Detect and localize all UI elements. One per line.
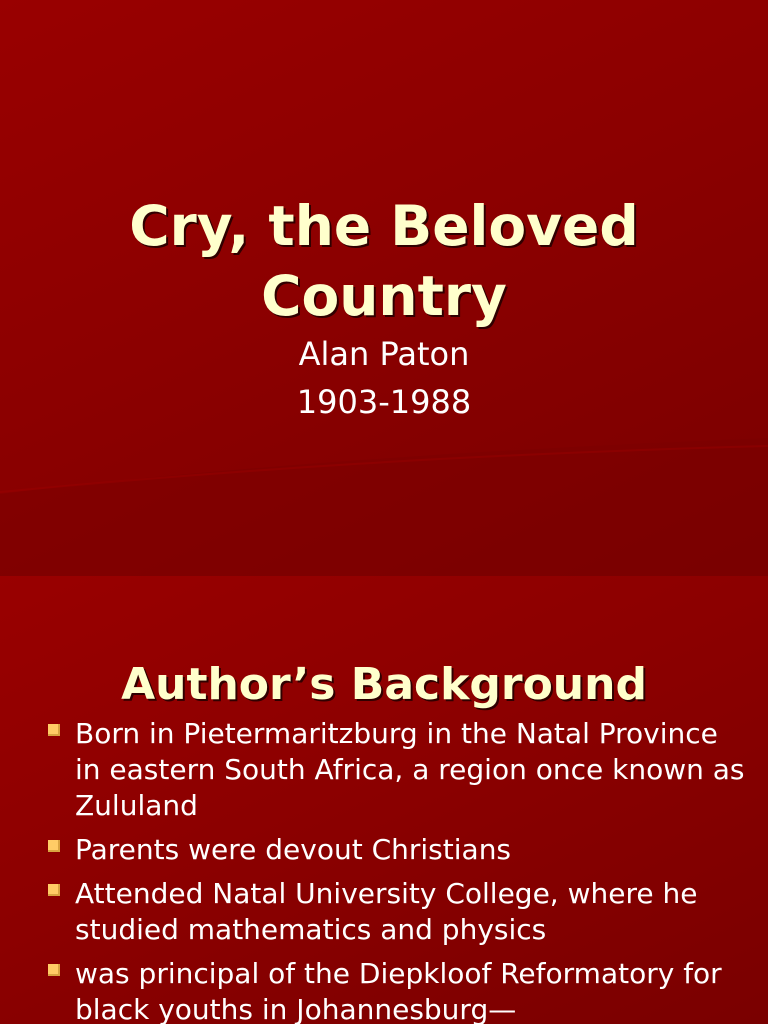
bullet-list xyxy=(46,716,746,1024)
bullet-item xyxy=(46,716,746,824)
square-bullet-icon xyxy=(48,884,60,896)
bullet-item xyxy=(46,876,746,948)
bullet-text: Attended Natal University College, where he studied mathematics and physics xyxy=(75,877,698,946)
square-bullet-icon xyxy=(48,840,60,852)
bullet-text: Parents were devout Christians xyxy=(75,833,512,866)
content-slide xyxy=(0,576,768,1024)
square-bullet-icon xyxy=(48,964,60,976)
slide-subtitle xyxy=(0,330,768,426)
section-title: Author’s Background xyxy=(121,658,647,710)
bullet-text: Born in Pietermaritzburg in the Natal Province in eastern South Africa, a region once known as Zululand xyxy=(75,717,745,822)
slide-title xyxy=(0,191,768,331)
slide-title-line: Cry, the Beloved xyxy=(129,193,639,258)
author-name: Alan Paton xyxy=(298,335,470,373)
slide-title-line: Country xyxy=(261,263,507,328)
square-bullet-icon xyxy=(48,724,60,736)
author-years: 1903-1988 xyxy=(296,383,472,421)
bullet-item xyxy=(46,832,746,868)
bullet-text: was principal of the Diepkloof Reformatory for black youths in Johannesburg— xyxy=(75,957,722,1024)
bullet-item xyxy=(46,956,746,1024)
